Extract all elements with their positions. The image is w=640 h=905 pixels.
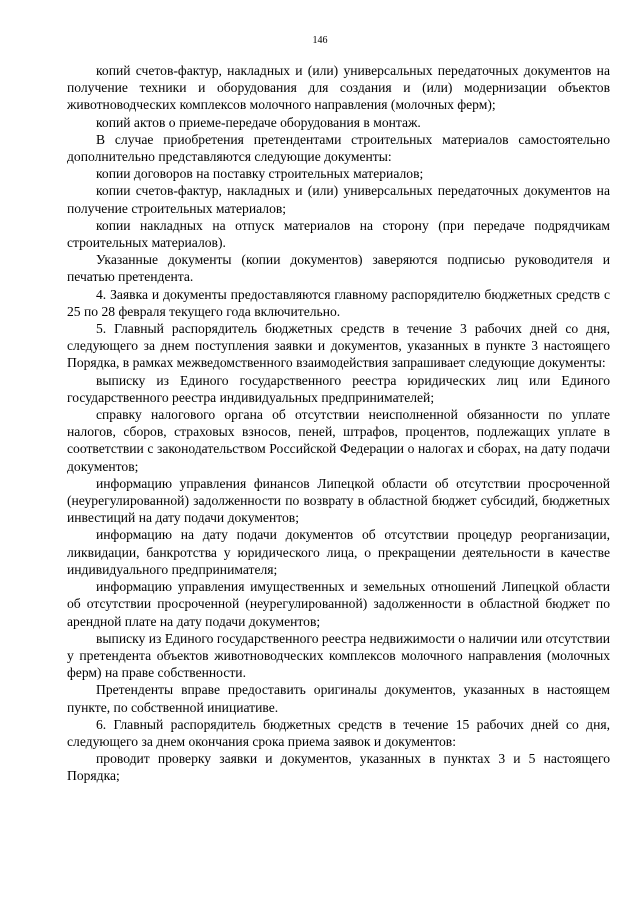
paragraph-8: 4. Заявка и документы предоставляются главному распорядителю бюджетных средств с 25 по 28 февраля текущего года включительно. [67, 286, 610, 319]
paragraph-17: 6. Главный распорядитель бюджетных средств в течение 15 рабочих дней со дня, следующего за днем окончания срока приема заявок и документов: [67, 716, 610, 749]
paragraph-3: В случае приобретения претендентами строительных материалов самостоятельно дополнительно представляются следующие документы: [67, 131, 610, 165]
paragraph-5: копии счетов-фактур, накладных и (или) универсальных передаточных документов на получение строительных материалов; [67, 183, 610, 216]
paragraph-4: копии договоров на поставку строительных материалов; [96, 166, 424, 182]
page-number: 146 [312, 35, 328, 46]
paragraph-7: Указанные документы (копии документов) заверяются подписью руководителя и печатью претендента. [67, 252, 610, 285]
paragraph-13: информацию на дату подачи документов об отсутствии процедур реорганизации, ликвидации, банкротства у юридического лица, о прекращении деятельности в качестве индивидуального предпринимателя; [67, 527, 610, 577]
paragraph-18: проводит проверку заявки и документов, указанных в пунктах 3 и 5 настоящего Порядка; [67, 751, 610, 784]
paragraph-10: выписку из Единого государственного реестра юридических лиц или Единого государственного реестра индивидуальных предпринимателей; [67, 372, 610, 405]
paragraph-1: копий счетов-фактур, накладных и (или) универсальных передаточных документов на получение техники и оборудования для создания и (или) модернизации объектов животноводческих комплексов молочного направления (молочных ферм); [67, 63, 610, 113]
paragraph-9: 5. Главный распорядитель бюджетных средств в течение 3 рабочих дней со дня, следующего за днем поступления заявки и документов, указанных в пункте 3 настоящего Порядка, в рамках межведомственного взаимодействия запрашивает следующие документы: [67, 321, 610, 371]
paragraph-12: информацию управления финансов Липецкой области об отсутствии просроченной (неурегулированной) задолженности по возврату в областной бюджет субсидий, бюджетных инвестиций на дату подачи документов; [67, 475, 610, 526]
paragraph-16: Претенденты вправе предоставить оригиналы документов, указанных в настоящем пункте, по собственной инициативе. [67, 682, 610, 715]
document-body [67, 62, 610, 785]
paragraph-2: копий актов о приеме-передаче оборудования в монтаж. [96, 114, 421, 130]
paragraph-11: справку налогового органа об отсутствии неисполненной обязанности по уплате налогов, сборов, страховых взносов, пеней, штрафов, процентов, подлежащих уплате в соответствии с законодательством Российской Федерации о налогах и сборах, на дату подачи документов; [67, 407, 610, 474]
paragraph-14: информацию управления имущественных и земельных отношений Липецкой области об отсутствии просроченной (неурегулированной) задолженности в областной бюджет по арендной плате на дату подачи документов; [67, 579, 610, 629]
paragraph-15: выписку из Единого государственного реестра недвижимости о наличии или отсутствии у претендента объектов животноводческих комплексов молочного направления (молочных ферм) на праве собственности. [67, 630, 610, 681]
paragraph-6: копии накладных на отпуск материалов на сторону (при передаче подрядчикам строительных материалов). [67, 217, 610, 251]
